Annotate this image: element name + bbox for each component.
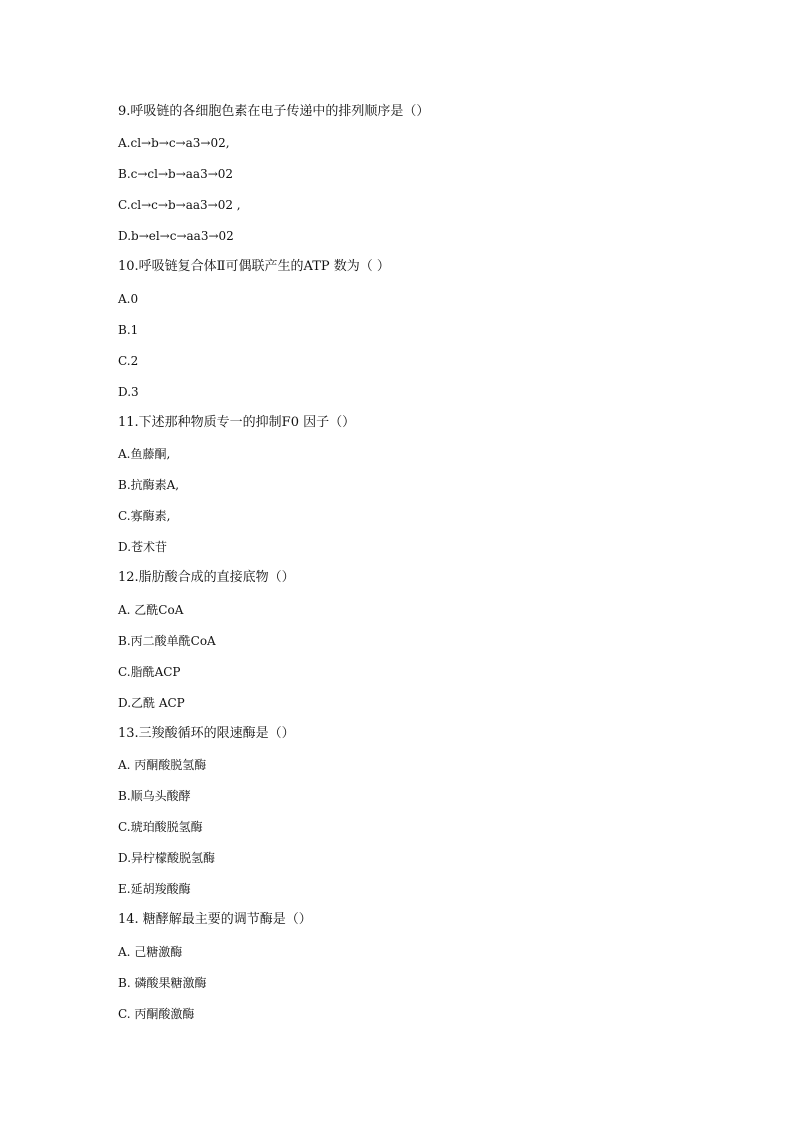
- question-10-stem: 10.呼吸链复合体Ⅱ可偶联产生的ATP 数为（ ）: [118, 259, 390, 275]
- question-14-stem: 14. 糖酵解最主要的调节酶是（）: [118, 912, 312, 928]
- question-10-option-d: D.3: [118, 384, 139, 399]
- question-14-option-a: A. 己糖激酶: [118, 944, 183, 959]
- question-13-option-c: C.琥珀酸脱氢酶: [118, 820, 203, 835]
- question-12-option-a: A. 乙酰CoA: [118, 602, 184, 617]
- question-list: [118, 101, 718, 1034]
- question-11-option-b: B.抗酶素A,: [118, 478, 180, 493]
- question-11-option-d: D.苍术苷: [118, 540, 168, 555]
- question-9-stem: 9.呼吸链的各细胞色素在电子传递中的排列顺序是（）: [118, 104, 430, 119]
- question-12-option-b: B.丙二酸单酰CoA: [118, 633, 216, 648]
- question-13-option-a: A. 丙酮酸脱氢酶: [118, 757, 207, 772]
- question-10-option-c: C.2: [118, 353, 139, 368]
- question-12-stem: 12.脂肪酸合成的直接底物（）: [118, 570, 295, 586]
- question-13-option-b: B.顺乌头酸酵: [118, 789, 191, 804]
- question-11-option-a: A.鱼藤酮,: [118, 447, 171, 462]
- question-9-option-c: C.cl→c→b→aa3→02 ,: [118, 198, 241, 213]
- question-14-option-c: C. 丙酮酸激酶: [118, 1006, 195, 1021]
- question-10-option-b: B.1: [118, 322, 139, 337]
- question-9-option-b: B.c→cl→b→aa3→02: [118, 167, 234, 182]
- question-14-option-b: B. 磷酸果糖激酶: [118, 975, 207, 990]
- question-12-option-d: D.乙酰 ACP: [118, 695, 185, 710]
- question-13-option-d: D.异柠檬酸脱氢酶: [118, 851, 216, 866]
- question-11-option-c: C.寡酶素,: [118, 509, 171, 524]
- question-9-option-d: D.b→el→c→aa3→02: [118, 229, 234, 244]
- question-12-option-c: C.脂酰ACP: [118, 664, 181, 679]
- question-9-option-a: A.cl→b→c→a3→02,: [118, 136, 230, 151]
- question-11-stem: 11.下述那种物质专一的抑制F0 因子（）: [118, 414, 356, 430]
- question-10-option-a: A.0: [118, 291, 139, 306]
- question-13-stem: 13.三羧酸循环的限速酶是（）: [118, 725, 295, 741]
- question-13-option-e: E.延胡羧酸酶: [118, 882, 191, 897]
